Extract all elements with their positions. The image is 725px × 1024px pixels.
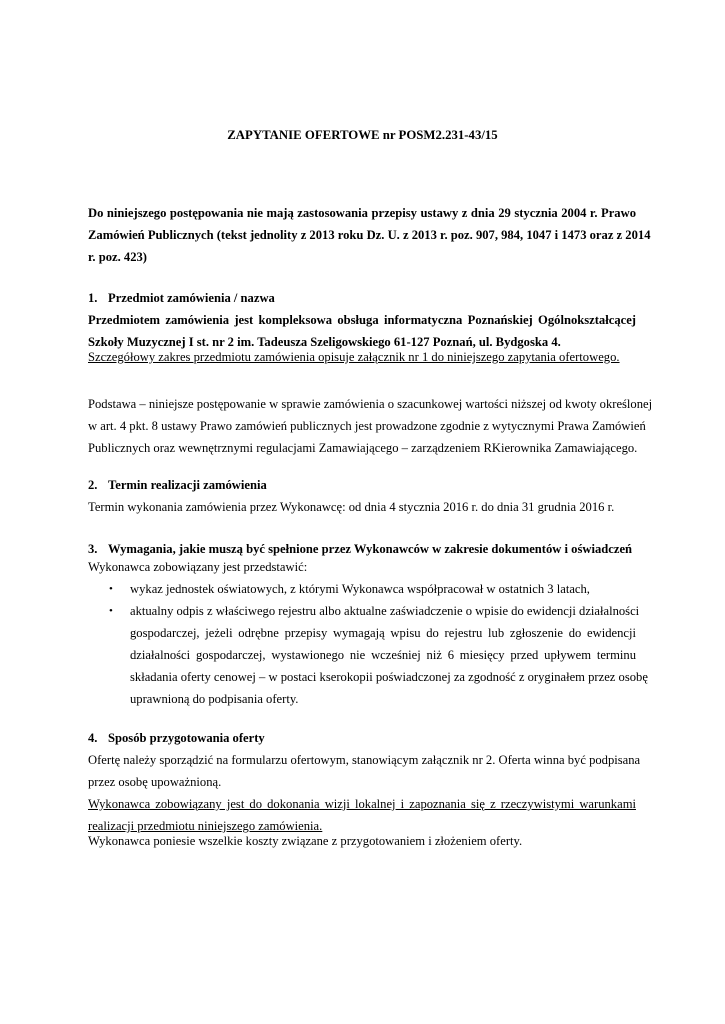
intro-paragraph: [88, 202, 651, 268]
section-number: 2.: [88, 478, 98, 492]
intro-line: Do niniejszego postępowania nie mają zastosowania przepisy ustawy z dnia 29 stycznia 2004 r. Prawo: [88, 206, 636, 220]
intro-line: Zamówień Publicznych (tekst jednolity z 2013 roku Dz. U. z 2013 r. poz. 907, 984, 1047 i 1473 oraz z 2014: [88, 228, 651, 242]
section-1-heading: [88, 287, 275, 309]
section-number: 4.: [88, 731, 98, 745]
list-item: [88, 600, 648, 710]
intro-line: r. poz. 423): [88, 250, 148, 264]
basis-line: Podstawa – niniejsze postępowanie w sprawie zamówienia o szacunkowej wartości niższej od kwoty określonej: [88, 397, 653, 411]
list-item-line: wykaz jednostek oświatowych, z którymi Wykonawca współpracował w ostatnich 3 latach,: [130, 582, 590, 596]
costs-line: Wykonawca poniesie wszelkie koszty związane z przygotowaniem i złożeniem oferty.: [88, 834, 523, 848]
section-4-costs: [88, 830, 636, 852]
form-line: przez osobę upoważnioną.: [88, 775, 222, 789]
page-title: ZAPYTANIE OFERTOWE nr POSM2.231-43/15: [227, 128, 498, 142]
list-item-line: składania oferty cenowej – w postaci kserokopii poświadczonej za zgodność z oryginałem przez osobę: [130, 670, 648, 684]
list-item: [88, 578, 636, 600]
bullet-icon: •: [109, 605, 113, 617]
visit-line: Wykonawca zobowiązany jest do dokonania wizji lokalnej i zapoznania się z rzeczywistymi warunkami: [88, 797, 636, 811]
form-line: Ofertę należy sporządzić na formularzu ofertowym, stanowiącym załącznik nr 2. Oferta winna być podpisana: [88, 753, 641, 767]
bullet-icon: •: [109, 583, 113, 595]
requirements-list: [88, 578, 648, 710]
section-title: Przedmiot zamówienia / nazwa: [108, 291, 275, 305]
section-title: Wymagania, jakie muszą być spełnione przez Wykonawców w zakresie dokumentów i oświadczeń: [108, 542, 633, 556]
section-2-text: [88, 496, 636, 518]
subject-line: Przedmiotem zamówienia jest kompleksowa obsługa informatyczna Poznańskiej Ogólnokształcącej: [88, 313, 636, 327]
term-line: Termin wykonania zamówienia przez Wykonawcę: od dnia 4 stycznia 2016 r. do dnia 31 grudnia 2016 r.: [88, 500, 615, 514]
section-number: 3.: [88, 542, 98, 556]
section-3-intro: [88, 556, 636, 578]
section-title: Termin realizacji zamówienia: [108, 478, 267, 492]
scope-note-line: Szczegółowy zakres przedmiotu zamówienia opisuje załącznik nr 1 do niniejszego zapytania ofertowego.: [88, 350, 620, 364]
section-2-heading: [88, 474, 267, 496]
list-item-line: uprawnioną do podpisania oferty.: [130, 692, 299, 706]
list-item-line: aktualny odpis z właściwego rejestru albo aktualne zaświadczenie o wpisie do ewidencji działalności: [130, 604, 640, 618]
section-1-basis: [88, 393, 653, 459]
list-item-line: działalności gospodarczej, wystawionego nie wcześniej niż 6 miesięcy przed upływem terminu: [130, 648, 636, 662]
basis-line: w art. 4 pkt. 8 ustawy Prawo zamówień publicznych jest prowadzone zgodnie z wytycznymi Prawa Zamówień: [88, 419, 646, 433]
section-4-form: [88, 749, 641, 793]
section-1-scope-note: [88, 346, 636, 368]
requirements-intro: Wykonawca zobowiązany jest przedstawić:: [88, 560, 308, 574]
visit-line: realizacji przedmiotu niniejszego zamówienia.: [88, 819, 323, 833]
section-4-heading: [88, 727, 265, 749]
list-item-line: gospodarczej, jeżeli odrębne przepisy wymagają wpisu do rejestru lub zgłoszenie do ewidencji: [130, 626, 636, 640]
section-title: Sposób przygotowania oferty: [108, 731, 265, 745]
section-number: 1.: [88, 291, 98, 305]
basis-line: Publicznych oraz wewnętrznymi regulacjami Zamawiającego – zarządzeniem RKierownika Zamawiającego.: [88, 441, 638, 455]
subject-line: Szkoły Muzycznej I st. nr 2 im. Tadeusza Szeligowskiego 61-127 Poznań, ul. Bydgoska 4.: [88, 335, 561, 349]
